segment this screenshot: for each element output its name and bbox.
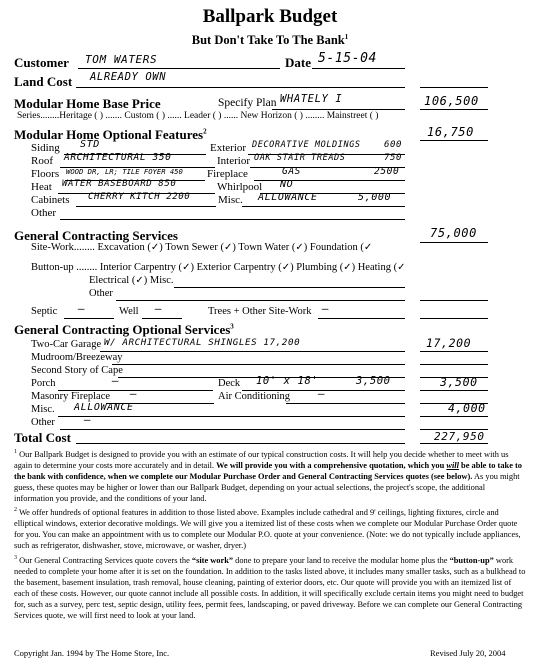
date-label: Date <box>285 55 311 70</box>
deck-label: Deck <box>218 378 241 389</box>
base-total-value[interactable]: 106,500 <box>424 94 479 108</box>
plumbing-checkbox[interactable]: ✓ <box>343 262 352 273</box>
whirlpool-label: Whirlpool <box>217 181 263 193</box>
garage-total-line <box>420 351 488 352</box>
foundation-checkbox[interactable]: ✓ <box>363 242 373 253</box>
masonry-label: Masonry Fireplace <box>31 391 111 402</box>
optional-total-line <box>420 140 488 141</box>
gco-other-line <box>60 429 405 430</box>
misc-label: Misc. <box>218 194 243 206</box>
land-total-line <box>420 87 488 88</box>
deck-value[interactable]: 10' x 18' <box>256 375 319 387</box>
gco-misc-total-line <box>420 416 488 417</box>
misc-amount[interactable]: 5,000 <box>358 192 392 203</box>
septic-line <box>64 318 114 319</box>
floors-value[interactable]: WOOD DR, LR; TILE FOYER 450 <box>66 167 183 176</box>
total-cost-line <box>76 443 405 444</box>
mudroom-label: Mudroom/Breezeway <box>31 352 123 363</box>
gco-misc-line <box>58 416 405 417</box>
garage-line <box>100 351 405 352</box>
fireplace-line <box>254 180 405 181</box>
customer-line <box>78 68 280 69</box>
fireplace-amount[interactable]: 2500 <box>374 166 400 177</box>
general-contracting-label: General Contracting Services <box>14 228 178 243</box>
deck-total-line <box>420 390 488 391</box>
fireplace-value[interactable]: GAS <box>282 166 301 177</box>
footnote-3: $^3$ Our General Contracting Services quote covers the “site work” done to prepare your land to receive the modular home plus the “button-up” work needed to complete your home after it is set on the foundation. In addition to the tasks listed above, it includes many smaller tasks, such as a bulkhead to the basement, basement insulation, trash removal, house cleaning, painting of exterior doors, etc. Our quote will provide you with an itemized list of each of these costs. However, our quote cannot include all possible costs. In addition, it will specifically exclude certain items you might need to budget for, such as a survey, perc test, septic design, utility fees, permit fees, landscaping, or paved driveway. Before we can complete our General Contracting Services quote, we will first need to look at your land. <box>14 555 526 620</box>
customer-name-value[interactable]: TOM WATERS <box>85 53 158 66</box>
interior-amount[interactable]: 750 <box>384 153 403 163</box>
heating-checkbox[interactable]: ✓ <box>397 262 406 273</box>
trees-line <box>318 318 405 319</box>
land-cost-line <box>76 87 405 88</box>
garage-label: Two-Car Garage <box>31 339 102 350</box>
general-total-line <box>420 242 488 243</box>
heat-label: Heat <box>31 181 52 193</box>
optional-features-label: Modular Home Optional Features$^2$ <box>14 127 207 142</box>
gco-other-dash: — <box>84 413 92 426</box>
land-cost-label: Land Cost <box>14 74 73 89</box>
deck-amount[interactable]: 3,500 <box>356 375 391 387</box>
septic-total-line <box>420 318 488 319</box>
floors-label: Floors <box>31 168 60 180</box>
total-cost-value[interactable]: 227,950 <box>434 430 485 443</box>
gco-misc-label: Misc. <box>31 404 55 415</box>
gco-label: General Contracting Optional Services$^3$ <box>14 322 234 337</box>
well-dash: — <box>155 302 163 315</box>
exterior-value[interactable]: DECORATIVE MOLDINGS <box>252 140 361 150</box>
whirlpool-value[interactable]: NO <box>280 179 294 190</box>
total-cost-value-line <box>420 443 488 444</box>
copyright: Copyright Jan. 1994 by The Home Store, Inc. <box>14 648 170 658</box>
gco-misc-value[interactable]: ALLOWANCE <box>74 402 134 413</box>
footnote-1: $^1$ Our Ballpark Budget is designed to provide you with an estimate of our typical construction costs. It will help you decide whether to meet with us again to determine your costs more accurately and in detail. We will provide you with a comprehensive quotation, which you will be able to take to the bank with confidence, when we complete our Modular Purchase Order and General Contracting Services quotes (see below). As you might guess, these quotes may be higher or lower than our Ballpark Budget, depending on your actual selections, the project's scope, the additional information you provide, and the conditions of your land. <box>14 449 522 503</box>
interior-label: Interior <box>217 155 250 167</box>
footnote-2: $^2$ We offer hundreds of optional features in addition to those listed above. Examples include cathedral and 9' ceilings, lighting fixtures, circle and elliptical windows, exterior decorative moldings. We will give you a itemized list of these costs when we complete our Modular Purchase Order quote for you. You can make an appointment with us to complete our Modular P.O. quote at your convenience. (Note: we do not typically include appliances, such as refrigerator, dishwasher, stove, microwave, or washer, dryer.) <box>14 507 521 550</box>
page-title: Ballpark Budget <box>202 6 338 27</box>
total-cost-label: Total Cost <box>14 430 71 445</box>
mudroom-line <box>112 364 405 365</box>
masonry-dash: — <box>130 387 138 400</box>
exterior-carpentry-checkbox[interactable]: ✓ <box>281 262 291 273</box>
ac-line <box>286 403 405 404</box>
buttonup-misc-line <box>174 287 405 288</box>
second-story-label: Second Story of Cape <box>31 365 123 376</box>
mudroom-total-line <box>420 364 488 365</box>
ac-label: Air Conditioning <box>218 391 291 402</box>
ac-dash: — <box>318 387 326 400</box>
exterior-label: Exterior <box>210 142 247 154</box>
excavation-checkbox[interactable]: ✓ <box>150 242 160 253</box>
fireplace-label: Fireplace <box>207 168 248 180</box>
base-total-line <box>420 109 488 110</box>
interior-value[interactable]: OAK STAIR TREADS <box>254 153 346 163</box>
siding-label: Siding <box>31 142 60 154</box>
cabinets-line <box>76 206 216 207</box>
septic-label: Septic <box>31 306 58 317</box>
roof-value[interactable]: ARCHITECTURAL 350 <box>64 152 172 163</box>
porch-dash: — <box>112 374 120 387</box>
roof-label: Roof <box>31 155 53 167</box>
specify-plan-line <box>272 109 405 110</box>
town-sewer-checkbox[interactable]: ✓ <box>223 242 233 253</box>
trees-label: Trees + Other Site-Work <box>208 306 312 317</box>
base-price-label: Modular Home Base Price <box>14 96 161 111</box>
porch-label: Porch <box>31 378 56 389</box>
series-options[interactable]: Series........Heritage ( ) ....... Custom ( ) ...... Leader ( ) ...... New Horizon ( ) ........ Mainstreet ( ) <box>17 111 379 121</box>
electrical-checkbox[interactable]: ✓ <box>135 275 144 286</box>
well-line <box>142 318 182 319</box>
interior-carpentry-checkbox[interactable]: ✓ <box>182 262 191 273</box>
other-label: Other <box>31 207 57 219</box>
customer-label: Customer <box>14 55 69 70</box>
gco-misc-total[interactable]: 4,000 <box>448 401 486 415</box>
buttonup-other-label: Other <box>89 288 113 299</box>
land-cost-value[interactable]: ALREADY OWN <box>90 71 167 83</box>
buttonup-total-line <box>420 300 488 301</box>
garage-total[interactable]: 17,200 <box>426 336 472 350</box>
electrical-row: Electrical (✓) Misc. <box>89 275 174 286</box>
garage-value[interactable]: W/ ARCHITECTURAL SHINGLES 17,200 <box>104 337 301 348</box>
buttonup-other-line <box>116 300 405 301</box>
revised-date: Revised July 20, 2004 <box>430 648 506 658</box>
buttonup-row: Button-up ........ Interior Carpentry (✓) Exterior Carpentry (✓) Plumbing (✓) Heating (✓ <box>31 262 406 273</box>
page-subtitle: But Don't Take To The Bank$^1$ <box>191 33 349 48</box>
date-line <box>312 68 405 69</box>
siding-value[interactable]: STD <box>80 139 100 150</box>
misc-value[interactable]: ALLOWANCE <box>258 192 318 203</box>
misc-line <box>242 206 405 207</box>
town-water-checkbox[interactable]: ✓ <box>295 242 304 253</box>
exterior-amount[interactable]: 600 <box>384 140 403 150</box>
well-label: Well <box>119 306 139 317</box>
sitework-row: Site-Work........ Excavation (✓) Town Sewer (✓) Town Water (✓) Foundation (✓ <box>31 242 373 253</box>
optional-total-value[interactable]: 16,750 <box>427 125 474 139</box>
gco-other-label: Other <box>31 417 55 428</box>
trees-dash: — <box>322 302 330 315</box>
heat-value[interactable]: WATER BASEBOARD 850 <box>62 179 177 189</box>
date-value[interactable]: 5-15-04 <box>318 51 377 66</box>
deck-total[interactable]: 3,500 <box>440 375 478 389</box>
septic-dash: — <box>78 302 86 315</box>
specify-plan-value[interactable]: WHATELY I <box>280 93 343 105</box>
other-line <box>60 219 405 220</box>
specify-plan-label: Specify Plan <box>218 97 277 109</box>
cabinets-label: Cabinets <box>31 194 70 206</box>
cabinets-value[interactable]: CHERRY KITCH 2200 <box>88 192 191 202</box>
general-total-value[interactable]: 75,000 <box>430 226 477 240</box>
